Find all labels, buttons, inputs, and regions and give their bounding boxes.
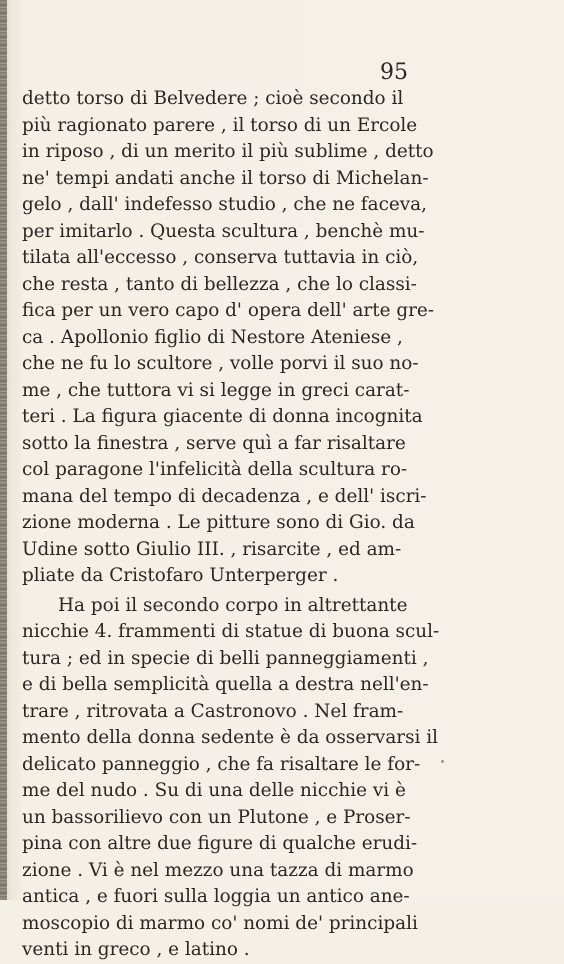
- text-line: che resta , tanto di bellezza , che lo classi-: [22, 273, 417, 295]
- text-line: sotto la finestra , serve quì a far risaltare: [22, 432, 406, 454]
- text-line: moscopio di marmo co' nomi de' principali: [22, 912, 418, 934]
- text-line: fica per un vero capo d' opera dell' arte gre-: [22, 300, 435, 321]
- text-line: zione moderna . Le pitture sono di Gio. da: [22, 512, 415, 533]
- text-line: tilata all'eccesso , conserva tuttavia in ciò,: [22, 247, 419, 268]
- text-line: antica , e fuori sulla loggia un antico ane-: [22, 886, 410, 907]
- text-line: me , che tuttora vi si legge in greci carat-: [22, 379, 410, 401]
- page-binding-edge: [0, 0, 7, 900]
- text-line: teri . La figura giacente di donna incognita: [22, 406, 423, 427]
- text-line: ca . Apollonio figlio di Nestore Ateniese ,: [22, 326, 403, 348]
- text-line: e di bella semplicità quella a destra nell'en-: [22, 674, 429, 695]
- text-line: tura ; ed in specie di belli panneggiamenti ,: [22, 647, 429, 669]
- text-line: pina con altre due figure di qualche erudi-: [22, 833, 418, 854]
- text-line: gelo , dall' indefesso studio , che ne faceva,: [22, 194, 427, 215]
- text-line: me del nudo . Su di una delle nicchie vi è: [22, 780, 406, 801]
- text-line: in riposo , di un merito il più sublime , detto: [22, 141, 434, 162]
- page-number: 95: [380, 60, 408, 85]
- text-line: un bassorilievo con un Plutone , e Proser-: [22, 806, 411, 828]
- print-speck: [441, 760, 444, 763]
- text-line: mento della donna sedente è da osservarsi il: [22, 727, 438, 748]
- text-line: delicato panneggio , che fa risaltare le for-: [22, 753, 421, 775]
- text-line: zione . Vi è nel mezzo una tazza di marmo: [22, 859, 414, 881]
- text-line: ne' tempi andati anche il torso di Michelan-: [22, 167, 429, 189]
- text-line: pliate da Cristofaro Unterperger .: [22, 565, 339, 586]
- page-body-text: [22, 86, 440, 964]
- text-line: trare , ritrovata a Castronovo . Nel fram-: [22, 700, 404, 722]
- text-line: nicchie 4. frammenti di statue di buona scul-: [22, 621, 440, 642]
- text-line: più ragionato parere , il torso di un Ercole: [22, 114, 418, 136]
- text-line: detto torso di Belvedere ; cioè secondo il: [22, 88, 404, 109]
- text-line-indented: Ha poi il secondo corpo in altrettante: [58, 594, 408, 616]
- text-line: mana del tempo di decadenza , e dell' iscri-: [22, 485, 427, 507]
- paragraph-2: [22, 593, 440, 964]
- paragraph-1: [22, 86, 435, 590]
- text-line: che ne fu lo scultore , volle porvi il suo no-: [22, 353, 419, 374]
- text-line: per imitarlo . Questa scultura , benchè mu-: [22, 220, 425, 242]
- text-line: venti in greco , e latino .: [22, 939, 250, 960]
- text-line: Udine sotto Giulio III. , risarcite , ed am-: [22, 538, 402, 560]
- text-line: col paragone l'infelicità della scultura ro-: [22, 459, 408, 480]
